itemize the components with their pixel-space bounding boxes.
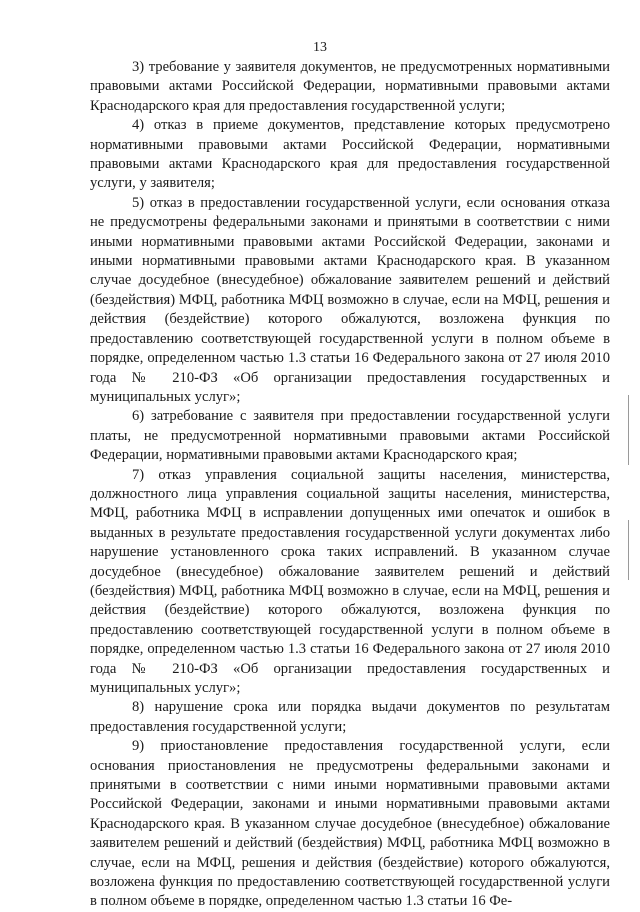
scan-edge-mark xyxy=(628,395,629,465)
paragraph-item-8: 8) нарушение срока или порядка выдачи документов по результатам предоставления государственной услуги; xyxy=(90,699,610,735)
paragraph-item-7: 7) отказ управления социальной защиты населения, министерства, должностного лица управления социальной защиты населения, министерства, МФЦ, работника МФЦ в исправлении допущенных ими опечаток и ошибок в выданных в результате предоставления государственной услуги документах либо нарушение установленного срока таких исправлений. В указанном случае досудебное (внесудебное) обжалование заявителем решений и действий (бездействия) МФЦ, работника МФЦ возможно в случае, если на МФЦ, решения и действия (бездействие) которого обжалуются, возложена функция по предоставлению соответствующей государственной услуги в полном объеме в порядке, определенном частью 1.3 статьи 16 Федерального закона от 27 июля 2010 года № 210-ФЗ «Об организации предоставления государственных и муниципальных услуг»; xyxy=(90,466,610,696)
paragraph-item-5: 5) отказ в предоставлении государственной услуги, если основания отказа не предусмотрены федеральными законами и принятыми в соответствии с ними иными нормативными правовыми актами Российской Федерации, законами и иными нормативными правовыми актами Краснодарского края. В указанном случае досудебное (внесудебное) обжалование заявителем решений и действий (бездействия) МФЦ, работника МФЦ возможно в случае, если на МФЦ, решения и действия (бездействие) которого обжалуются, возложена функция по предоставлению соответствующей государственной услуги в полном объеме в порядке, определенном частью 1.3 статьи 16 Федерального закона от 27 июля 2010 года № 210-ФЗ «Об организации предоставления государственных и муниципальных услуг»; xyxy=(90,194,610,405)
paragraph-item-3: 3) требование у заявителя документов, не предусмотренных нормативными правовыми актами Российской Федерации, нормативными правовыми актами Краснодарского края для предоставления государственной услуги; xyxy=(90,59,610,114)
paragraph-item-4: 4) отказ в приеме документов, представление которых предусмотрено нормативными правовыми актами Российской Федерации, нормативными правовыми актами Краснодарского края для предоставления государственной услуги, у заявителя; xyxy=(90,117,610,192)
paragraph-item-6: 6) затребование с заявителя при предоставлении государственной услуги платы, не предусмотренной нормативными правовыми актами Российской Федерации, нормативными правовыми актами Краснодарского края; xyxy=(90,408,610,464)
scan-edge-mark xyxy=(628,520,629,580)
document-body xyxy=(90,58,610,912)
page-number: 13 xyxy=(313,40,327,55)
paragraph-item-9: 9) приостановление предоставления государственной услуги, если основания приостановления не предусмотрены федеральными законами и принятыми в соответствии с ними иными нормативными правовыми актами Российской Федерации, законами и иными нормативными правовыми актами Краснодарского края. В указанном случае досудебное (внесудебное) обжалование заявителем решений и действий (бездействия) МФЦ, работника МФЦ возможно в случае, если на МФЦ, решения и действия (бездействие) которого обжалуются, возложена функция по предоставлению соответствующей государственной услуги в полном объеме в порядке, определенном частью 1.3 статьи 16 Фе- xyxy=(90,738,610,910)
